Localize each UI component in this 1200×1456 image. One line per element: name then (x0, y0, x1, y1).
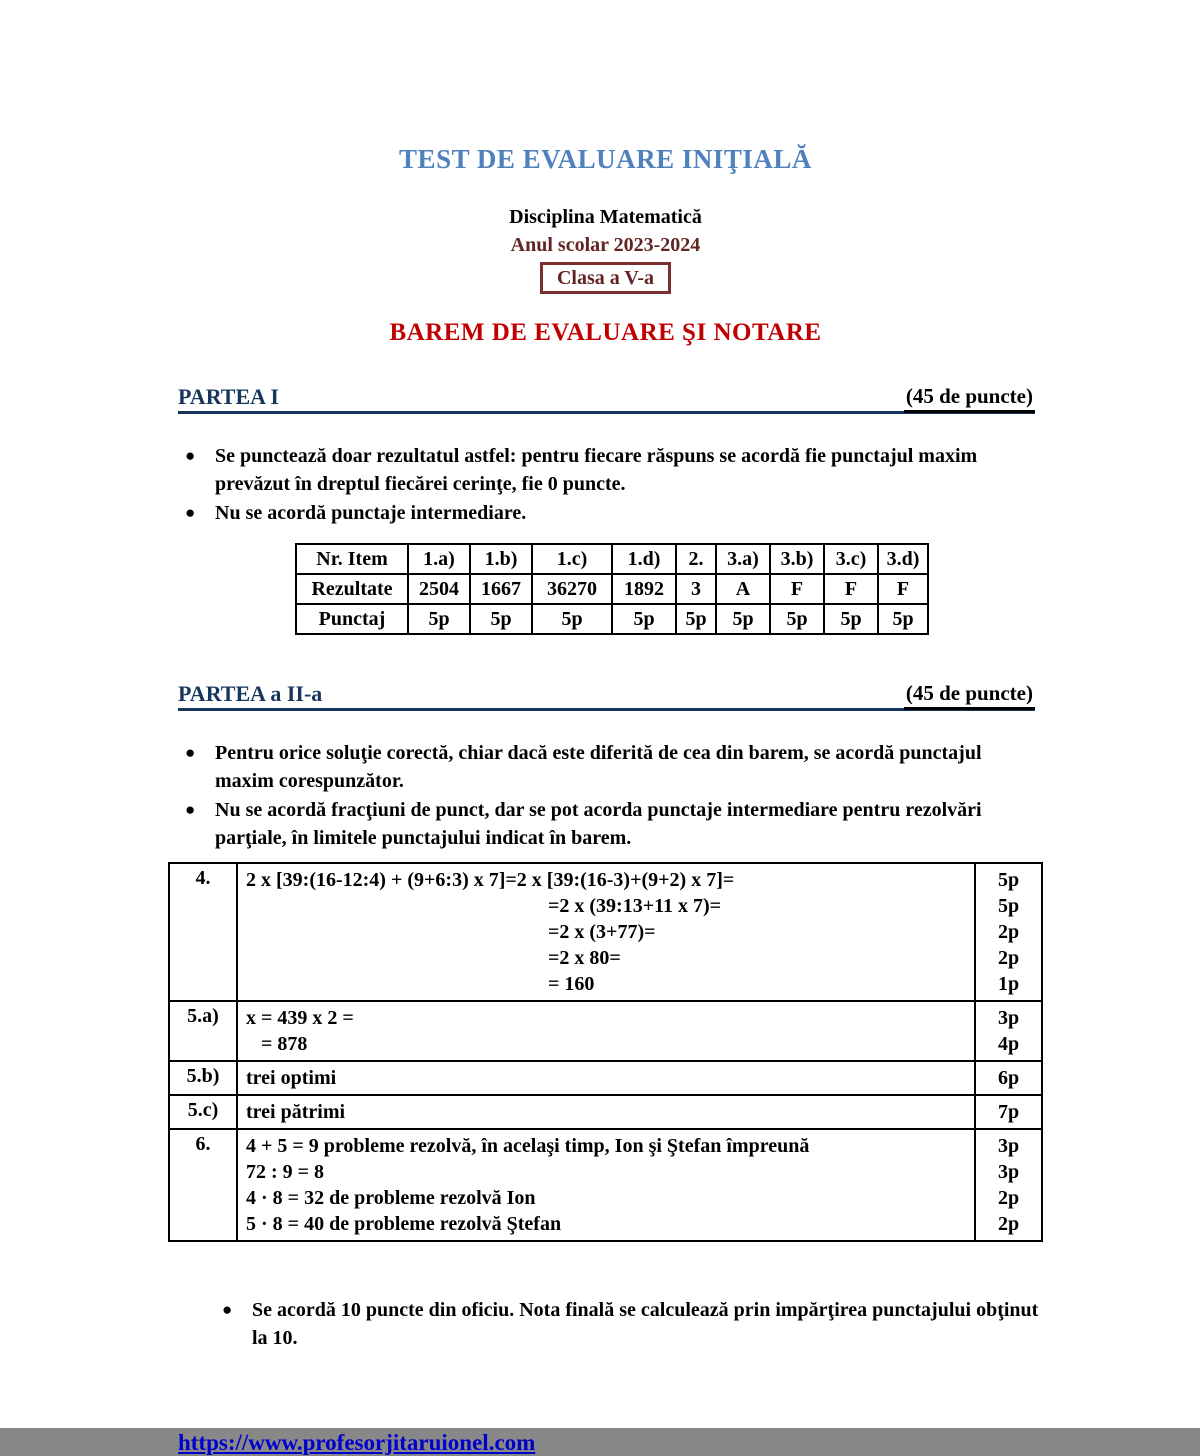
points-value: 2p (997, 1187, 1020, 1209)
points-value: 7p (997, 1101, 1020, 1123)
results-cell: 3 (676, 574, 716, 604)
results-header-cell: 1.b) (470, 544, 532, 574)
solution-points-cell (975, 1001, 1042, 1061)
points-value: 4p (997, 1033, 1020, 1055)
part2-points-label: (45 de puncte) (904, 681, 1035, 710)
site-link[interactable]: https://www.profesorjitaruionel.com (178, 1430, 536, 1455)
bullet-item (168, 1296, 1043, 1352)
part2-heading: PARTEA a II-a (178, 681, 323, 706)
solution-work-cell (237, 1061, 975, 1095)
results-header-row (296, 544, 928, 574)
results-cell: 5p (716, 604, 770, 634)
results-header-cell: 3.d) (878, 544, 928, 574)
points-value: 3p (997, 1135, 1020, 1157)
solution-row (169, 1095, 1042, 1129)
part1-points-label: (45 de puncte) (904, 384, 1035, 413)
solution-line: trei optimi (246, 1067, 337, 1089)
results-cell: 5p (878, 604, 928, 634)
item-number-cell: 4. (169, 863, 237, 1001)
solution-line: 5 · 8 = 40 de probleme rezolvă Ştefan (246, 1213, 562, 1235)
bullet-icon: ● (185, 503, 196, 522)
results-header-cell: 3.a) (716, 544, 770, 574)
bullet-icon: ● (185, 800, 196, 819)
solution-line: 72 : 9 = 8 (246, 1161, 325, 1183)
results-header-cell: Nr. Item (296, 544, 408, 574)
solution-row (169, 1001, 1042, 1061)
document-title: TEST DE EVALUARE INIŢIALĂ (399, 144, 812, 174)
barem-title: BAREM DE EVALUARE ŞI NOTARE (389, 319, 822, 346)
solutions-table (168, 862, 1043, 1242)
solution-points-cell (975, 863, 1042, 1001)
bullet-icon: ● (185, 446, 196, 465)
solution-points-cell (975, 1129, 1042, 1241)
results-cell: 5p (532, 604, 612, 634)
solution-line: = 160 (548, 973, 595, 995)
results-cell: 1892 (612, 574, 676, 604)
item-number-cell: 5.b) (169, 1061, 237, 1095)
results-header-cell: 3.b) (770, 544, 824, 574)
results-cell: A (716, 574, 770, 604)
points-value: 5p (997, 869, 1020, 891)
solution-work-cell (237, 1001, 975, 1061)
results-cell: 2504 (408, 574, 470, 604)
solution-line: 2 x [39:(16-12:4) + (9+6:3) x 7]=2 x [39:(16-3)+(9+2) x 7]= (246, 869, 735, 891)
solution-points-cell (975, 1061, 1042, 1095)
solution-line: =2 x (39:13+11 x 7)= (548, 895, 722, 917)
points-value: 3p (997, 1161, 1020, 1183)
item-number-cell: 6. (169, 1129, 237, 1241)
solution-line: = 878 (261, 1033, 308, 1055)
results-values-row (296, 574, 928, 604)
solution-line: 4 · 8 = 32 de probleme rezolvă Ion (246, 1187, 536, 1209)
results-cell: 5p (470, 604, 532, 634)
footer-note-text: Se acordă 10 puncte din oficiu. Nota finală se calculează prin impărţirea punctajului obţinut la 10. (252, 1299, 1039, 1349)
subject-line: Disciplina Matematică (509, 206, 702, 228)
results-cell: 5p (824, 604, 878, 634)
solution-row (169, 1129, 1042, 1241)
results-cell: 1667 (470, 574, 532, 604)
solution-line: =2 x 80= (548, 947, 621, 969)
document-content (168, 143, 1043, 1456)
bullet-text: Se punctează doar rezultatul astfel: pentru fiecare răspuns se acordă fie punctajul maxim prevăzut în dreptul fiecărei cerinţe, fie 0 puncte. (215, 445, 978, 495)
results-cell: Rezultate (296, 574, 408, 604)
points-value: 5p (997, 895, 1020, 917)
bullet-text: Pentru orice soluţie corectă, chiar dacă este diferită de cea din barem, se acordă punctajul maxim corespunzător. (215, 742, 982, 792)
points-value: 2p (997, 1213, 1020, 1235)
points-value: 6p (997, 1067, 1020, 1089)
results-header-cell: 1.d) (612, 544, 676, 574)
solution-line: trei pătrimi (246, 1101, 346, 1123)
class-badge: Clasa a V-a (540, 262, 671, 294)
bullet-text: Nu se acordă punctaje intermediare. (215, 502, 527, 524)
footer-note-list (168, 1296, 1043, 1352)
part2-bullet-list (168, 739, 1043, 852)
results-cell: 5p (770, 604, 824, 634)
solution-work-cell (237, 863, 975, 1001)
part1-heading: PARTEA I (178, 384, 279, 409)
bullet-item (168, 739, 1043, 795)
solution-row (169, 1061, 1042, 1095)
part1-bullet-list (168, 442, 1043, 527)
results-cell: Punctaj (296, 604, 408, 634)
points-value: 1p (997, 973, 1020, 995)
results-header-cell: 1.a) (408, 544, 470, 574)
solution-line: x = 439 x 2 = (246, 1007, 354, 1029)
results-header-cell: 1.c) (532, 544, 612, 574)
results-points-row (296, 604, 928, 634)
solution-line: =2 x (3+77)= (548, 921, 656, 943)
bullet-icon: ● (222, 1300, 233, 1319)
results-cell: F (770, 574, 824, 604)
results-cell: 5p (612, 604, 676, 634)
footer-link-row (178, 1430, 1043, 1456)
part2-heading-row (178, 681, 1035, 711)
solution-row (169, 863, 1042, 1001)
bullet-text: Nu se acordă fracţiuni de punct, dar se pot acorda punctaje intermediare pentru rezolvări parţiale, în limitele punctajului indicat în barem. (215, 799, 982, 849)
bullet-icon: ● (185, 743, 196, 762)
results-table (295, 543, 929, 635)
points-value: 2p (997, 921, 1020, 943)
results-header-cell: 3.c) (824, 544, 878, 574)
solution-work-cell (237, 1095, 975, 1129)
solution-points-cell (975, 1095, 1042, 1129)
points-value: 3p (997, 1007, 1020, 1029)
item-number-cell: 5.a) (169, 1001, 237, 1061)
points-value: 2p (997, 947, 1020, 969)
results-cell: F (824, 574, 878, 604)
results-header-cell: 2. (676, 544, 716, 574)
bullet-item (168, 796, 1043, 852)
results-cell: 36270 (532, 574, 612, 604)
part1-heading-row (178, 384, 1035, 414)
results-cell: F (878, 574, 928, 604)
school-year-line: Anul scolar 2023-2024 (510, 234, 701, 256)
solution-work-cell (237, 1129, 975, 1241)
bullet-item (168, 499, 1043, 527)
item-number-cell: 5.c) (169, 1095, 237, 1129)
class-badge-row (168, 262, 1043, 294)
results-cell: 5p (408, 604, 470, 634)
solution-line: 4 + 5 = 9 probleme rezolvă, în acelaşi timp, Ion şi Ştefan împreună (246, 1135, 810, 1157)
results-cell: 5p (676, 604, 716, 634)
bullet-item (168, 442, 1043, 498)
